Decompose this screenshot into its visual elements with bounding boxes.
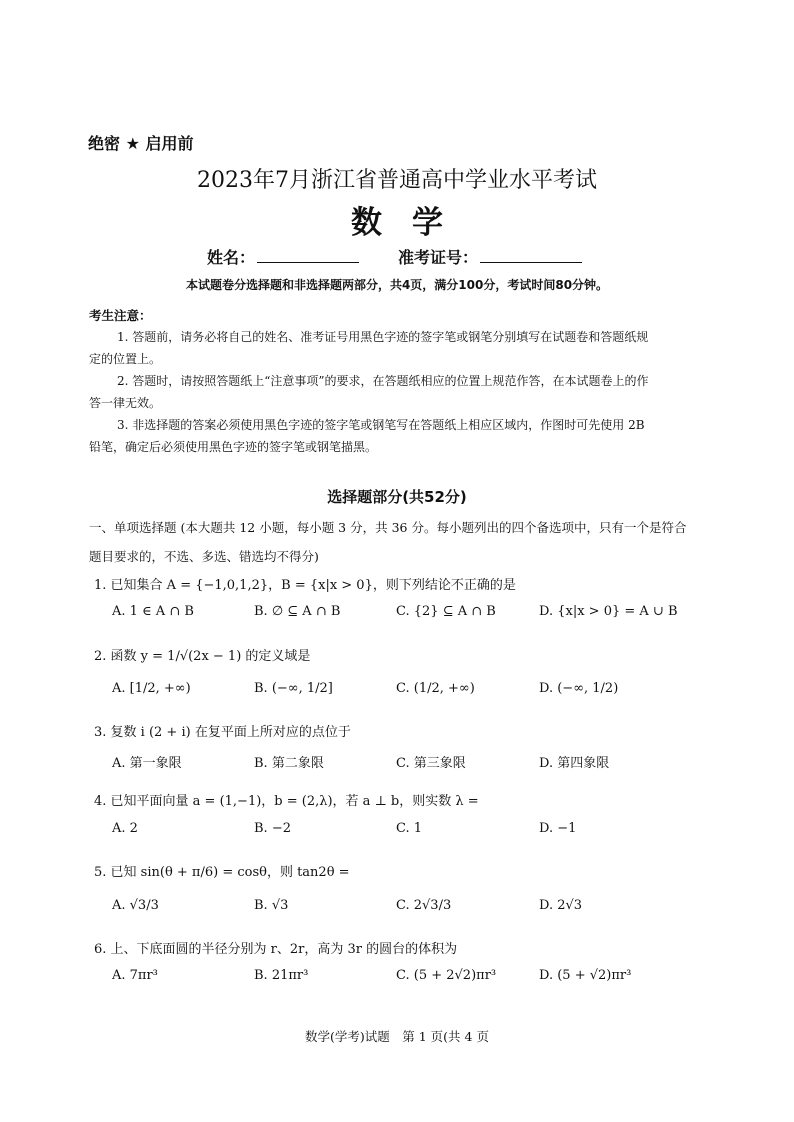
notice-line: 定的位置上。 xyxy=(89,352,162,366)
question-5-option-d: D. 2√3 xyxy=(539,898,583,913)
question-1-option-d: D. {x|x > 0} = A ∪ B xyxy=(539,604,678,619)
question-3-stem: 3. 复数 i (2 + i) 在复平面上所对应的点位于 xyxy=(94,725,351,740)
question-4-stem: 4. 已知平面向量 a = (1,−1)，b = (2,λ)，若 a ⊥ b，则实数 λ = xyxy=(94,794,479,809)
question-1-option-a: A. 1 ∈ A ∩ B xyxy=(112,604,194,619)
question-6-option-c: C. (5 + 2√2)πr³ xyxy=(396,968,497,983)
notice-line: 1. 答题前，请务必将自己的姓名、准考证号用黑色字迹的签字笔或钢笔分别填写在试题卷和答题纸规 xyxy=(117,330,649,344)
question-4-option-d: D. −1 xyxy=(539,821,577,836)
question-6-option-b: B. 21πr³ xyxy=(254,968,309,983)
question-5-stem: 5. 已知 sin(θ + π/6) = cosθ，则 tan2θ = xyxy=(94,865,350,880)
question-6-option-d: D. (5 + √2)πr³ xyxy=(539,968,632,983)
subject-title: 数学 xyxy=(351,205,473,241)
exam-number-field xyxy=(398,245,582,268)
confidential-label: 绝密 ★ 启用前 xyxy=(88,134,194,153)
notice-line: 铅笔，确定后必须使用黑色字迹的签字笔或钢笔描黑。 xyxy=(89,440,378,454)
part-title-continued: 题目要求的，不选、多选、错选均不得分) xyxy=(89,549,319,564)
question-3-option-d: D. 第四象限 xyxy=(539,756,610,771)
exam-title: 2023年7月浙江省普通高中学业水平考试 xyxy=(197,168,597,193)
section-title: 选择题部分(共52分) xyxy=(327,488,467,506)
question-6-stem: 6. 上、下底面圆的半径分别为 r、2r，高为 3r 的圆台的体积为 xyxy=(94,942,458,957)
question-5-option-a: A. √3/3 xyxy=(112,898,159,913)
question-2-option-c: C. (1/2, +∞) xyxy=(396,681,475,696)
part-title: 一、单项选择题 (本大题共 12 小题，每小题 3 分，共 36 分。每小题列出的四个备选项中，只有一个是符合 xyxy=(89,520,687,535)
notice-title: 考生注意： xyxy=(89,308,152,323)
notice-line: 2. 答题时，请按照答题纸上“注意事项”的要求，在答题纸相应的位置上规范作答，在本试题卷上的作 xyxy=(117,374,649,388)
question-3-option-a: A. 第一象限 xyxy=(112,756,182,771)
question-2-option-b: B. (−∞, 1/2] xyxy=(254,681,333,696)
question-1-option-c: C. {2} ⊆ A ∩ B xyxy=(396,604,496,619)
name-field xyxy=(207,245,359,268)
name-blank xyxy=(257,248,359,263)
exam-intro: 本试题卷分选择题和非选择题两部分，共4页，满分100分，考试时间80分钟。 xyxy=(185,278,609,292)
question-6-option-a: A. 7πr³ xyxy=(112,968,158,983)
name-label: 姓名： xyxy=(207,248,256,267)
question-2-option-d: D. (−∞, 1/2) xyxy=(539,681,619,696)
question-1-stem: 1. 已知集合 A = {−1,0,1,2}，B = {x|x > 0}，则下列结论不正确的是 xyxy=(94,578,516,593)
exam-number-blank xyxy=(480,248,582,263)
question-2-stem: 2. 函数 y = 1/√(2x − 1) 的定义域是 xyxy=(94,649,311,664)
question-5-option-b: B. √3 xyxy=(254,898,289,913)
question-4-option-a: A. 2 xyxy=(112,821,138,836)
question-1-option-b: B. ∅ ⊆ A ∩ B xyxy=(254,604,341,619)
notice-line: 3. 非选择题的答案必须使用黑色字迹的签字笔或钢笔写在答题纸上相应区域内，作图时可先使用 2B xyxy=(117,418,645,432)
exam-number-label: 准考证号： xyxy=(398,248,479,267)
question-4-option-b: B. −2 xyxy=(254,821,291,836)
question-3-option-c: C. 第三象限 xyxy=(396,756,466,771)
question-3-option-b: B. 第二象限 xyxy=(254,756,324,771)
question-5-option-c: C. 2√3/3 xyxy=(396,898,452,913)
question-4-option-c: C. 1 xyxy=(396,821,423,836)
question-2-option-a: A. [1/2, +∞) xyxy=(112,681,191,696)
page-footer: 数学(学考)试题 第 1 页(共 4 页 xyxy=(305,1029,489,1044)
notice-line: 答一律无效。 xyxy=(89,396,162,410)
